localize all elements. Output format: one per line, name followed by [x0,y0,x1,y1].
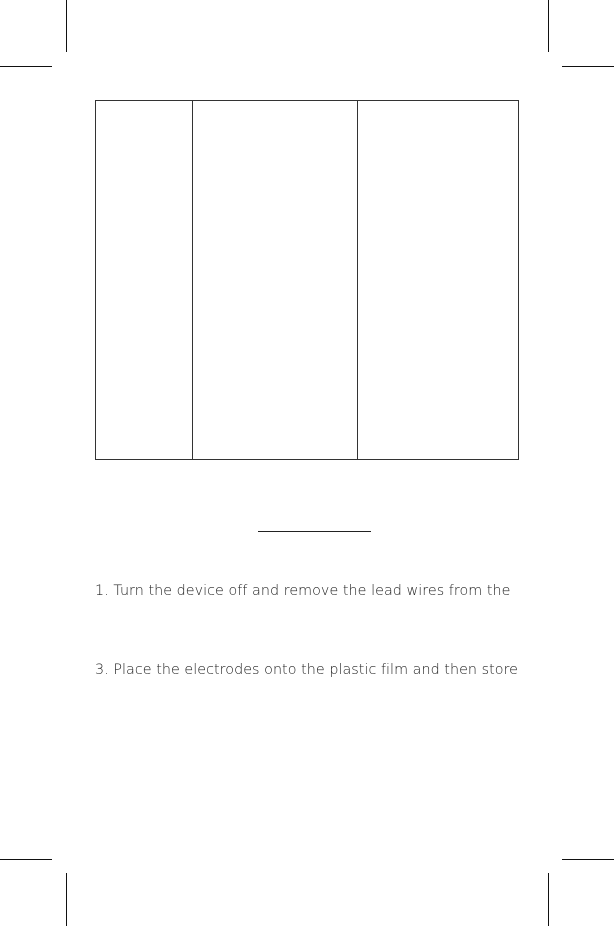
specification-table [95,100,519,460]
instruction-step-1: 1. Turn the device off and remove the lead wires from the [95,583,511,599]
instruction-step-3: 3. Place the electrodes onto the plastic film and then store [95,662,519,678]
section-heading-underline [258,531,371,532]
crop-mark-bottom-right-horizontal [562,859,614,860]
table-column-2 [193,101,358,459]
crop-mark-top-right-vertical [548,0,549,52]
crop-mark-bottom-left-horizontal [0,859,52,860]
crop-mark-top-left-horizontal [0,66,52,67]
crop-mark-top-right-horizontal [562,66,614,67]
table-column-1 [96,101,193,459]
crop-mark-top-left-vertical [66,0,67,52]
table-column-3 [358,101,518,459]
crop-mark-bottom-left-vertical [66,873,67,926]
crop-mark-bottom-right-vertical [548,873,549,926]
